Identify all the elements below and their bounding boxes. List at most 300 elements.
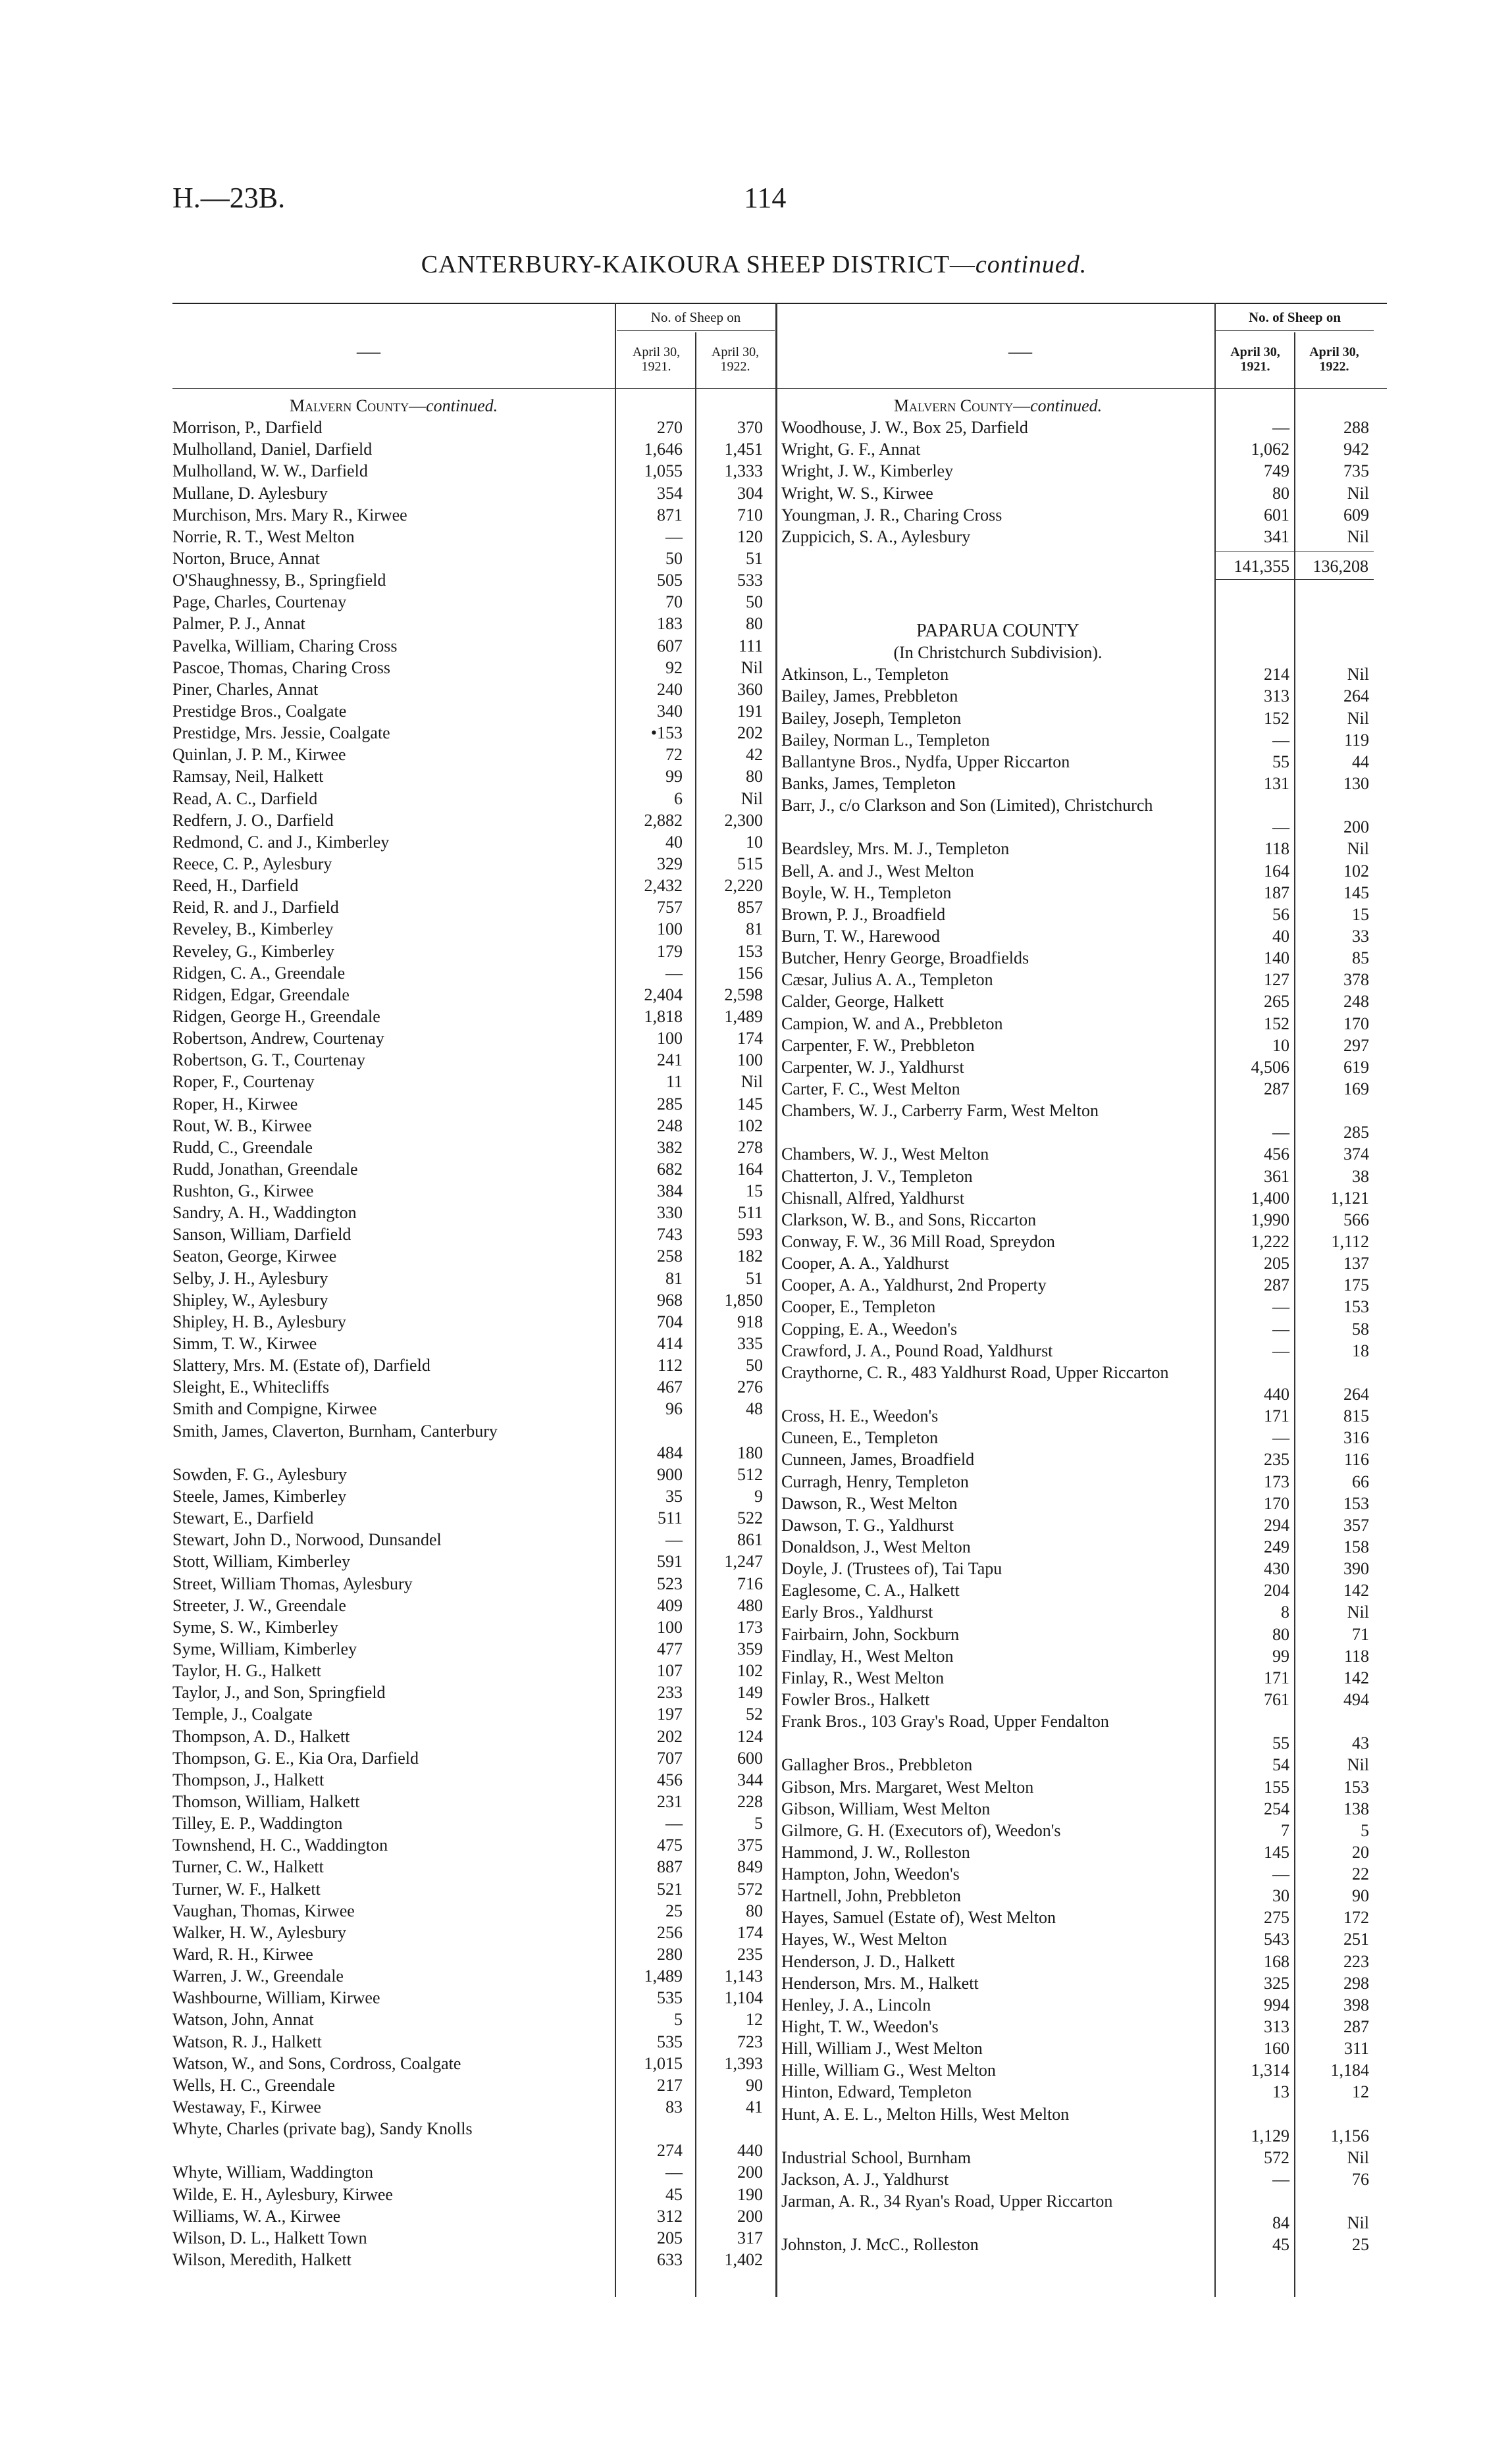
- sheep-1921: 265: [1264, 992, 1289, 1012]
- sheep-1922: 174: [737, 1922, 763, 1942]
- sheep-1921: —: [1272, 817, 1289, 837]
- entry-name: Morrison, P., Darfield: [172, 418, 323, 438]
- table-row: [172, 1987, 831, 2009]
- entry-name: Streeter, J. W., Greendale: [172, 1595, 346, 1615]
- sheep-1921: 523: [657, 1574, 683, 1593]
- sheep-1922: 374: [1343, 1144, 1369, 1164]
- sheep-1921: 50: [665, 548, 683, 568]
- sheep-1922: 90: [746, 2075, 763, 2095]
- entry-name: Chambers, W. J., West Melton: [781, 1144, 989, 1164]
- table-row: [781, 1252, 1387, 1274]
- sheep-1921: —: [1272, 1864, 1289, 1884]
- table-row: [172, 1769, 831, 1791]
- entry-name: Crawford, J. A., Pound Road, Yaldhurst: [781, 1341, 1053, 1360]
- sheep-1922: 50: [746, 1356, 763, 1375]
- table-row: [781, 2147, 1387, 2169]
- sheep-1922: Nil: [1347, 708, 1369, 728]
- left-table: [172, 303, 831, 2271]
- table-row: [781, 2103, 1387, 2147]
- sheep-1921: 607: [657, 636, 683, 655]
- entry-name: Wright, W. S., Kirwee: [781, 483, 933, 503]
- sheep-1921: 280: [657, 1945, 683, 1964]
- sheep-1922: 174: [737, 1029, 763, 1048]
- table-row: [172, 1573, 831, 1595]
- entry-name: Norrie, R. T., West Melton: [172, 526, 355, 546]
- sheep-1921: 118: [1264, 839, 1289, 859]
- entry-name: Westaway, F., Kirwee: [172, 2097, 321, 2117]
- table-row: [172, 2031, 831, 2053]
- table-row: [781, 1318, 1387, 1340]
- table-row: [172, 1595, 831, 1616]
- table-row: [781, 1209, 1387, 1231]
- sheep-1922: 80: [746, 767, 763, 786]
- table-row: [172, 1093, 831, 1115]
- sheep-1922: 815: [1343, 1406, 1369, 1426]
- table-row: [172, 700, 831, 722]
- entry-name: Prestidge Bros., Coalgate: [172, 701, 347, 721]
- table-row: [172, 1660, 831, 1681]
- sheep-1921: 145: [1264, 1842, 1289, 1862]
- sheep-1922: 180: [737, 1443, 763, 1462]
- sheep-1921: —: [1272, 730, 1289, 750]
- sheep-1921: 749: [1264, 461, 1289, 481]
- sheep-1921: 1,990: [1251, 1210, 1289, 1229]
- table-row: [172, 2096, 831, 2118]
- table-row: [781, 460, 1387, 482]
- table-row: [781, 1754, 1387, 1776]
- table-row: [172, 744, 831, 765]
- table-row: [172, 569, 831, 591]
- sheep-1922: 298: [1343, 1973, 1369, 1993]
- entry-name: Redfern, J. O., Darfield: [172, 810, 334, 830]
- sheep-1922: 723: [737, 2032, 763, 2051]
- entry-name: Reveley, G., Kimberley: [172, 941, 334, 961]
- sheep-1922: 5: [754, 1814, 763, 1834]
- entry-name: Wilson, D. L., Halkett Town: [172, 2228, 367, 2247]
- sheep-1922: 857: [737, 898, 763, 917]
- sheep-1922: 2,300: [724, 810, 763, 830]
- table-row: [172, 1485, 831, 1507]
- sheep-1921: —: [665, 1530, 683, 1550]
- sheep-1922: 119: [1343, 730, 1369, 750]
- sheep-1921: 312: [657, 2206, 683, 2226]
- sheep-1922: 138: [1343, 1799, 1369, 1818]
- entry-name: Palmer, P. J., Annat: [172, 614, 305, 634]
- sheep-1921: 743: [657, 1225, 683, 1245]
- sheep-1921: 55: [1272, 752, 1289, 771]
- table-row: [781, 1624, 1387, 1645]
- sheep-1922: 1,143: [724, 1966, 763, 1986]
- sheep-1921: 99: [1272, 1646, 1289, 1666]
- table-row: [172, 679, 831, 700]
- sheep-1922: 149: [737, 1683, 763, 1703]
- sheep-1922: 287: [1343, 2017, 1369, 2037]
- sheep-1921: —: [665, 2163, 683, 2182]
- sheep-1921: 511: [657, 1508, 683, 1528]
- entry-name: Reid, R. and J., Darfield: [172, 898, 339, 917]
- sheep-1921: —: [1272, 1297, 1289, 1317]
- sheep-1921: 8: [1281, 1603, 1289, 1622]
- sheep-1922: 202: [737, 723, 763, 743]
- entry-name: Seaton, George, Kirwee: [172, 1246, 337, 1266]
- table-row: [781, 1427, 1387, 1449]
- sheep-1921: 168: [1264, 1951, 1289, 1971]
- entry-name: Carter, F. C., West Melton: [781, 1079, 960, 1098]
- sheep-1921: 100: [657, 919, 683, 939]
- table-row: [781, 969, 1387, 990]
- sheep-1921: 100: [657, 1617, 683, 1637]
- table-row: [781, 438, 1387, 460]
- left-column-header: [172, 304, 831, 390]
- name-column-dash: —: [357, 338, 380, 364]
- sheep-1922: 1,333: [724, 461, 763, 481]
- entry-name: Watson, W., and Sons, Cordross, Coalgate: [172, 2053, 461, 2073]
- table-row: [172, 1943, 831, 1965]
- sheep-1921: 456: [657, 1770, 683, 1789]
- sheep-1921: 535: [657, 2032, 683, 2051]
- table-row: [781, 1274, 1387, 1296]
- sheep-1922: Nil: [1347, 665, 1369, 684]
- col-1921-heading: April 30, 1921.: [632, 345, 681, 374]
- sheep-1922: 494: [1343, 1689, 1369, 1709]
- sheep-1921: 484: [657, 1443, 683, 1462]
- sheep-1921: 354: [657, 483, 683, 503]
- sheep-1922: 124: [737, 1726, 763, 1746]
- sheep-1921: 11: [665, 1072, 683, 1092]
- sheep-1922: 344: [737, 1770, 763, 1789]
- table-row: [172, 438, 831, 460]
- sheep-1921: 330: [657, 1203, 683, 1223]
- sheep-1921: 1,129: [1251, 2126, 1289, 2145]
- entry-name: Ridgen, George H., Greendale: [172, 1006, 380, 1026]
- sheep-1922: 12: [746, 2010, 763, 2030]
- sheep-1922: 50: [746, 592, 763, 612]
- table-row: [781, 417, 1387, 438]
- sheep-1921: •153: [650, 723, 683, 743]
- table-row: [781, 1493, 1387, 1514]
- entry-name: Early Bros., Yaldhurst: [781, 1603, 933, 1622]
- col-1922-heading: April 30, 1922.: [711, 345, 760, 374]
- table-row: [781, 1885, 1387, 1907]
- table-row: [172, 1507, 831, 1529]
- table-row: [172, 918, 831, 940]
- sheep-1922: 170: [1343, 1014, 1369, 1033]
- table-row: [781, 1471, 1387, 1493]
- entry-name: Cooper, A. A., Yaldhurst: [781, 1254, 949, 1273]
- table-row: [781, 838, 1387, 860]
- table-row: [172, 1006, 831, 1027]
- entry-name: Finlay, R., West Melton: [781, 1668, 945, 1687]
- table-row: [781, 1776, 1387, 1798]
- sheep-1921: 83: [665, 2097, 683, 2117]
- table-row: [781, 1689, 1387, 1710]
- sheep-1921: 30: [1272, 1886, 1289, 1906]
- table-row: [781, 773, 1387, 794]
- sheep-1921: 294: [1264, 1515, 1289, 1535]
- column-rule: [776, 303, 777, 2297]
- table-row: [781, 1231, 1387, 1252]
- sheep-1922: 1,850: [724, 1290, 763, 1310]
- entry-name: Quinlan, J. P. M., Kirwee: [172, 745, 346, 765]
- sheep-1921: 287: [1264, 1275, 1289, 1295]
- table-row: [781, 947, 1387, 969]
- entry-name: Pavelka, William, Charing Cross: [172, 636, 398, 655]
- sheep-1922: 173: [737, 1617, 763, 1637]
- table-row: [172, 548, 831, 569]
- header-divider: [617, 330, 775, 331]
- entry-name: Roper, H., Kirwee: [172, 1094, 298, 1114]
- title-continued: continued.: [975, 251, 1087, 278]
- table-row: [781, 526, 1387, 548]
- sheep-1921: 456: [1264, 1144, 1289, 1164]
- entry-name: Fowler Bros., Halkett: [781, 1689, 930, 1709]
- sheep-1922: 440: [737, 2141, 763, 2161]
- sheep-1922: 9: [754, 1487, 763, 1506]
- table-row: [172, 2118, 831, 2161]
- sheep-1922: 182: [737, 1246, 763, 1266]
- sheep-1921: 204: [1264, 1581, 1289, 1601]
- sheep-1921: 475: [657, 1835, 683, 1855]
- entry-name: Watson, John, Annat: [172, 2010, 314, 2030]
- table-row: [172, 613, 831, 634]
- entry-name: Prestidge, Mrs. Jessie, Coalgate: [172, 723, 390, 743]
- entry-name: Thompson, J., Halkett: [172, 1770, 325, 1789]
- sheep-1921: 2,882: [644, 810, 683, 830]
- table-row: [172, 1638, 831, 1660]
- table-row: [172, 1791, 831, 1812]
- sheep-1922: 190: [737, 2184, 763, 2204]
- table-row: [172, 1049, 831, 1071]
- table-row: [781, 904, 1387, 925]
- sheep-1922: 375: [737, 1835, 763, 1855]
- sheep-1922: 156: [737, 963, 763, 983]
- col-1922-heading: April 30, 1922.: [1309, 345, 1359, 374]
- table-row: [781, 2081, 1387, 2103]
- entry-name: Taylor, J., and Son, Springfield: [172, 1683, 386, 1703]
- table-row: [172, 1681, 831, 1703]
- entry-name: Hunt, A. E. L., Melton Hills, West Melton: [781, 2104, 1070, 2124]
- entry-name: Bailey, James, Prebbleton: [781, 686, 958, 706]
- table-row: [781, 1187, 1387, 1209]
- sheep-1922: 158: [1343, 1537, 1369, 1556]
- entry-name: Calder, George, Halkett: [781, 992, 944, 1012]
- sheep-1922: 33: [1352, 926, 1369, 946]
- sheep-1921: 170: [1264, 1493, 1289, 1513]
- sheep-1922: 609: [1343, 505, 1369, 525]
- total-row: [781, 548, 1387, 580]
- table-row: [781, 2038, 1387, 2059]
- entry-name: Mullane, D. Aylesbury: [172, 483, 328, 503]
- sheep-1922: 48: [746, 1399, 763, 1419]
- sheep-1921: 6: [674, 788, 683, 808]
- sheep-1922: 15: [746, 1181, 763, 1201]
- table-row: [172, 1812, 831, 1834]
- right-table: [781, 303, 1387, 2256]
- table-row: [172, 2009, 831, 2030]
- table-row: [781, 1928, 1387, 1950]
- table-row: [172, 1878, 831, 1900]
- sheep-1922: 288: [1343, 418, 1369, 438]
- entry-name: Walker, H. W., Aylesbury: [172, 1922, 346, 1942]
- sheep-1921: 248: [657, 1116, 683, 1135]
- sheep-1921: 382: [657, 1137, 683, 1157]
- sheep-1921: 152: [1264, 708, 1289, 728]
- sheep-1921: —: [665, 963, 683, 983]
- sheep-1922: Nil: [1347, 483, 1369, 503]
- sheep-1921: 707: [657, 1748, 683, 1768]
- entry-name: Ridgen, C. A., Greendale: [172, 963, 346, 983]
- table-row: [781, 482, 1387, 504]
- entry-name: Redmond, C. and J., Kimberley: [172, 832, 390, 852]
- table-row: [781, 1362, 1387, 1405]
- entry-name: Pascoe, Thomas, Charing Cross: [172, 657, 390, 677]
- sheep-1922: Nil: [1347, 1755, 1369, 1775]
- sheep-1921: 572: [1264, 2147, 1289, 2167]
- entry-name: Gibson, Mrs. Margaret, West Melton: [781, 1777, 1034, 1797]
- table-row: [781, 663, 1387, 685]
- entry-name: Warren, J. W., Greendale: [172, 1966, 344, 1986]
- table-row: [172, 788, 831, 809]
- sheep-1922: 71: [1352, 1624, 1369, 1644]
- sheep-1922: 2,598: [724, 985, 763, 1004]
- entry-name: Tilley, E. P., Waddington: [172, 1814, 343, 1834]
- sheep-1921: 56: [1272, 904, 1289, 924]
- sheep-1922: 1,247: [724, 1552, 763, 1572]
- entry-name: Carpenter, F. W., Prebbleton: [781, 1035, 975, 1055]
- sheep-1922: 1,393: [724, 2053, 763, 2073]
- sheep-1921: 994: [1264, 1995, 1289, 2015]
- sheep-1921: 871: [657, 505, 683, 525]
- table-row: [172, 765, 831, 787]
- sheep-1921: 340: [657, 701, 683, 721]
- entry-name: Henderson, Mrs. M., Halkett: [781, 1973, 979, 1993]
- sheep-1922: 145: [737, 1094, 763, 1114]
- entry-name: Dawson, T. G., Yaldhurst: [781, 1515, 954, 1535]
- sheep-1921: 704: [657, 1312, 683, 1331]
- sheep-1922: 515: [737, 854, 763, 873]
- sheep-1922: 235: [737, 1945, 763, 1964]
- sheep-1921: 171: [1264, 1406, 1289, 1426]
- entry-name: Smith, James, Claverton, Burnham, Canterbury: [172, 1421, 498, 1441]
- sheep-1922: 22: [1352, 1864, 1369, 1884]
- sheep-1921: 2,432: [644, 876, 683, 896]
- sheep-1922: 164: [737, 1159, 763, 1179]
- table-row: [781, 1863, 1387, 1885]
- sheep-1922: 335: [737, 1334, 763, 1354]
- sheep-1922: 918: [737, 1312, 763, 1331]
- paparua-county-heading: PAPARUA COUNTY: [916, 620, 1079, 641]
- section-heading: Malvern County—continued.: [893, 396, 1103, 415]
- sheep-1922: 118: [1343, 1646, 1369, 1666]
- sheep-1921: 40: [1272, 926, 1289, 946]
- entry-name: Gilmore, G. H. (Executors of), Weedon's: [781, 1820, 1061, 1840]
- entry-name: Page, Charles, Courtenay: [172, 592, 347, 612]
- sheep-1921: 1,646: [644, 440, 683, 459]
- sheep-1921: 131: [1264, 773, 1289, 793]
- entry-name: Doyle, J. (Trustees of), Tai Tapu: [781, 1559, 1002, 1579]
- entry-name: Hille, William G., West Melton: [781, 2061, 996, 2080]
- sheep-1922: 710: [737, 505, 763, 525]
- sheep-1922: 735: [1343, 461, 1369, 481]
- sheep-1921: 107: [657, 1661, 683, 1681]
- sheep-1921: 99: [665, 767, 683, 786]
- sheep-1921: 1,222: [1251, 1231, 1289, 1251]
- sheep-1922: 1,451: [724, 440, 763, 459]
- sheep-1922: Nil: [741, 1072, 763, 1092]
- table-row: [781, 1013, 1387, 1035]
- sheep-1921: 505: [657, 571, 683, 590]
- sheep-1922: 317: [737, 2228, 763, 2247]
- sheep-1922: 942: [1343, 440, 1369, 459]
- sheep-1921: 214: [1264, 665, 1289, 684]
- sheep-1921: 757: [657, 898, 683, 917]
- table-row: [172, 1376, 831, 1398]
- sheep-1921: 477: [657, 1639, 683, 1659]
- table-row: [172, 1398, 831, 1420]
- entry-name: Boyle, W. H., Templeton: [781, 883, 952, 902]
- sheep-1922: 619: [1343, 1057, 1369, 1077]
- sheep-1922: 248: [1343, 992, 1369, 1012]
- sheep-1922: 120: [737, 526, 763, 546]
- sheep-1921: 35: [665, 1487, 683, 1506]
- table-row: [172, 1071, 831, 1092]
- table-row: [781, 860, 1387, 882]
- sheep-1921: 100: [657, 1029, 683, 1048]
- sheep-1922: 1,104: [724, 1988, 763, 2008]
- sheep-1922: 716: [737, 1574, 763, 1593]
- entry-name: Atkinson, L., Templeton: [781, 665, 949, 684]
- table-row: [781, 1645, 1387, 1667]
- table-row: [172, 962, 831, 984]
- sheep-1922: Nil: [1347, 526, 1369, 546]
- table-row: [172, 1856, 831, 1878]
- sheep-1922: 360: [737, 679, 763, 699]
- sheep-1922: 593: [737, 1225, 763, 1245]
- table-row: [172, 1747, 831, 1769]
- table-row: [781, 990, 1387, 1012]
- entry-name: Dawson, R., West Melton: [781, 1493, 958, 1513]
- sheep-1922: 43: [1352, 1733, 1369, 1753]
- sheep-1921: 601: [1264, 505, 1289, 525]
- table-row: [172, 1922, 831, 1943]
- entry-name: Townshend, H. C., Waddington: [172, 1835, 388, 1855]
- sheep-1921: 70: [665, 592, 683, 612]
- sheep-1922: 370: [737, 418, 763, 438]
- entry-name: Sleight, E., Whitecliffs: [172, 1377, 330, 1397]
- sheep-1921: 80: [1272, 483, 1289, 503]
- sheep-1921: 54: [1272, 1755, 1289, 1775]
- table-row: [172, 2184, 831, 2205]
- table-row: [172, 2227, 831, 2249]
- sheep-1922: 316: [1343, 1428, 1369, 1448]
- entry-name: Craythorne, C. R., 483 Yaldhurst Road, Upper Riccarton: [781, 1362, 1169, 1382]
- table-row: [172, 2249, 831, 2271]
- table-row: [172, 1268, 831, 1289]
- page-title: [0, 250, 1508, 279]
- sheep-1921: 287: [1264, 1079, 1289, 1098]
- sheep-1922: 228: [737, 1792, 763, 1812]
- table-row: [172, 1115, 831, 1137]
- sheep-1922: 1,184: [1330, 2061, 1369, 2080]
- sheep-1922: 566: [1343, 1210, 1369, 1229]
- sheep-1922: 15: [1352, 904, 1369, 924]
- sheep-1921: 361: [1264, 1166, 1289, 1186]
- sheep-1921: 140: [1264, 948, 1289, 968]
- sheep-1922: 200: [737, 2206, 763, 2226]
- sheep-1922: 102: [1343, 861, 1369, 881]
- table-row: [172, 657, 831, 679]
- sheep-1922: Nil: [1347, 2213, 1369, 2233]
